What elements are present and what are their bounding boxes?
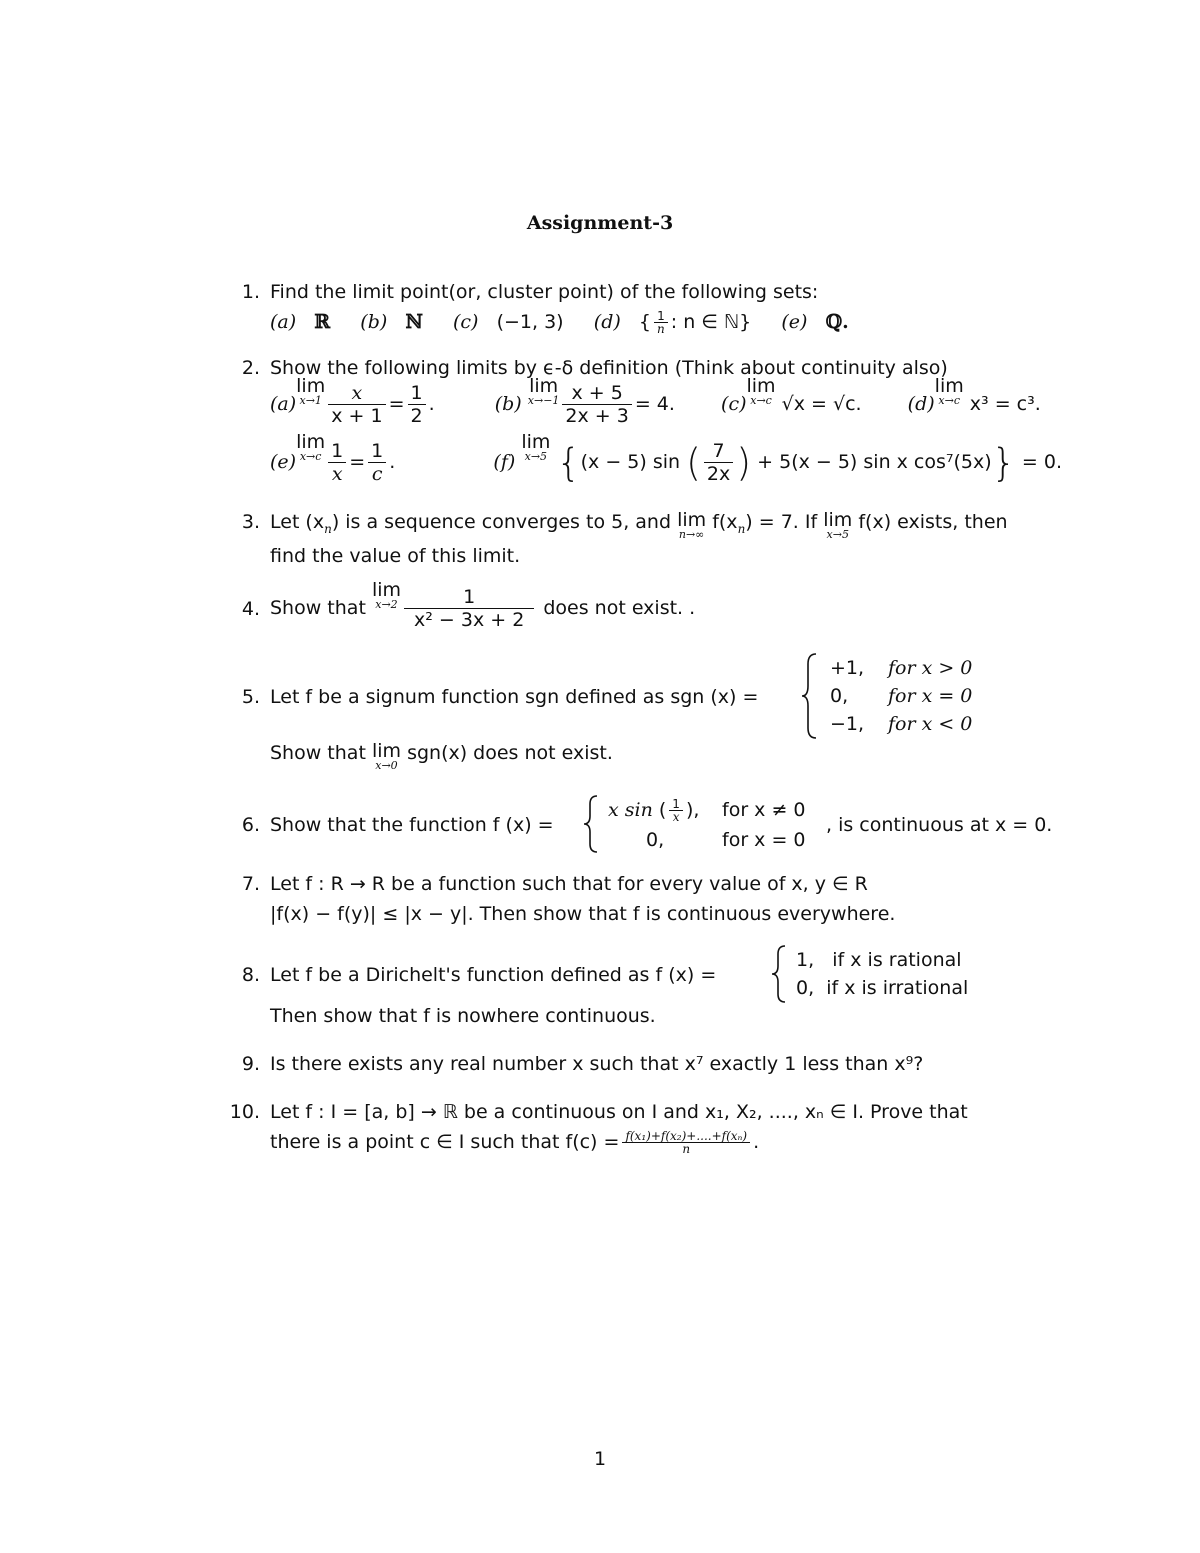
q10-end: . [753, 1131, 760, 1153]
q1-e-label: (e) [781, 311, 808, 333]
frac-den: x + 1 [328, 404, 385, 427]
q1-b-label: (b) [360, 311, 388, 333]
lim-word: lim [823, 509, 853, 531]
q5-case2-cond: for x = 0 [888, 685, 973, 707]
q2-f-pre: (x − 5) sin [580, 451, 681, 473]
q2-b-label: (b) [494, 393, 522, 415]
lim-word: lim [934, 375, 964, 397]
frac-num: x [351, 382, 363, 404]
q3-lim2 [823, 510, 852, 540]
q3-t3: f(x [712, 511, 738, 533]
q4-t1: Show that [270, 597, 366, 619]
page-number: 1 [593, 1448, 607, 1470]
q6-case2-cond: for x = 0 [722, 829, 806, 851]
q2-f-fraction [704, 440, 733, 485]
q9-number: 9. [241, 1053, 260, 1075]
q2-d-expr: x³ = c³. [969, 393, 1041, 415]
q6-number: 6. [241, 814, 260, 836]
q6-case1 [608, 796, 699, 824]
q1-b-value: ℕ [405, 311, 423, 333]
q1-e-value: ℚ. [825, 311, 849, 333]
q6-case1-fraction [669, 798, 683, 823]
q1-d-open: { [638, 311, 652, 333]
q1-c-value: (−1, 3) [496, 311, 564, 333]
frac-num: 1 [331, 440, 344, 462]
q1-options [270, 310, 849, 335]
lim-sub: n→∞ [678, 528, 705, 541]
q2-e-eq: = [349, 451, 366, 473]
q2-e-rfraction [368, 440, 386, 485]
q10-line2-text: there is a point c ∈ I such that f(c) = [270, 1131, 620, 1153]
frac-den: x [328, 462, 346, 485]
q1-number: 1. [241, 281, 260, 303]
q10-line2 [270, 1124, 759, 1160]
q1-d-num: 1 [657, 309, 665, 323]
q3-t4: ) = 7. If [745, 511, 818, 533]
q2-row1 [270, 376, 1041, 432]
q7-number: 7. [241, 873, 260, 895]
q2-number: 2. [241, 357, 260, 379]
q2-a-lim [296, 376, 325, 406]
q10-fraction [622, 1130, 750, 1155]
q9-text: Is there exists any real number x such that x⁷ exactly 1 less than x⁹? [270, 1053, 924, 1075]
frac-num: x + 5 [571, 382, 623, 404]
lim-word: lim [677, 509, 707, 531]
lim-sub: x→c [750, 394, 772, 407]
q2-c-lim [747, 376, 776, 406]
q2-f-post: + 5(x − 5) sin x cos⁷(5x) [757, 451, 992, 473]
q8-t1: Let f be a Dirichelt's function defined as f (x) = [270, 964, 717, 986]
q2-a-rfraction [408, 382, 426, 427]
q2-d-lim [935, 376, 964, 406]
q5-line2-b: sgn(x) does not exist. [407, 742, 613, 764]
q2-f-end: = 0. [1021, 451, 1062, 473]
q5-lim [372, 741, 401, 771]
page-title: Assignment-3 [526, 212, 674, 234]
q10-line1: Let f : I = [a, b] → ℝ be a continuous on I and x₁, X₂, ...., xₙ ∈ I. Prove that [270, 1101, 968, 1123]
q6-t2: , is continuous at x = 0. [826, 814, 1053, 836]
paren-open-glyph: ( [658, 799, 667, 821]
q4-lim [372, 580, 401, 610]
lim-sub: x→0 [375, 759, 398, 772]
q2-c-label: (c) [721, 393, 747, 415]
lim-word: lim [296, 375, 326, 397]
frac-num: 1 [371, 440, 384, 462]
q5-case1-value: +1, [830, 657, 865, 679]
q3-t2: ) is a sequence converges to 5, and [331, 511, 672, 533]
q3-line1 [270, 510, 1008, 541]
q2-e-lim [296, 432, 325, 462]
paren-close-glyph: ), [685, 799, 700, 821]
q1-c-label: (c) [452, 311, 479, 333]
q6-case1-cond: for x ≠ 0 [722, 799, 806, 821]
frac-num: 1 [410, 382, 423, 404]
q6-case2-value: 0, [646, 829, 665, 851]
q2-row2 [270, 432, 1062, 492]
q2-b-eq: = 4. [634, 393, 675, 415]
lim-word: lim [371, 740, 402, 762]
q5-left-brace [800, 652, 820, 740]
lim-word: lim [371, 579, 402, 601]
q5-case2-value: 0, [830, 685, 849, 707]
frac-num: f(x₁)+f(x₂)+....+f(xₙ) [625, 1129, 748, 1143]
frac-den: c [368, 462, 386, 485]
q2-f-label: (f) [493, 451, 516, 473]
q1-text: Find the limit point(or, cluster point) of the following sets: [270, 281, 819, 303]
frac-den: 2x + 3 [562, 404, 631, 427]
q6-left-brace [582, 794, 600, 854]
q1-a-label: (a) [270, 311, 297, 333]
lim-sub: x→2 [375, 598, 398, 611]
q2-c-expr: √x = √c. [781, 393, 862, 415]
lim-sub: x→5 [524, 450, 548, 463]
right-paren-glyph: ) [736, 440, 752, 485]
q5-line2-a: Show that [270, 742, 366, 764]
q1-d-rest: : n ∈ ℕ} [670, 311, 752, 333]
lim-word: lim [521, 431, 551, 453]
q2-e-fraction [328, 440, 346, 485]
q8-case2: 0, if x is irrational [796, 977, 969, 999]
q4-fraction [404, 586, 534, 631]
q6-case1-value: x sin [608, 799, 653, 821]
frac-den: x² − 3x + 2 [404, 608, 534, 631]
left-brace-glyph: { [556, 440, 581, 485]
q7-line1: Let f : R → R be a function such that for every value of x, y ∈ R [270, 873, 868, 895]
lim-sub: x→−1 [527, 394, 560, 407]
lim-sub: x→1 [299, 394, 322, 407]
frac-num: 7 [712, 440, 725, 462]
frac-den: x [669, 810, 683, 823]
frac-den: 2x [704, 462, 733, 485]
left-paren-glyph: ( [686, 440, 701, 485]
q1-d-label: (d) [593, 311, 621, 333]
frac-den: n [622, 1142, 750, 1155]
q3-number: 3. [241, 511, 260, 533]
q4-number: 4. [241, 598, 260, 620]
q10-number: 10. [229, 1101, 260, 1123]
q2-a-fraction [328, 382, 385, 427]
q5-number: 5. [241, 686, 260, 708]
q2-e-end: . [389, 451, 396, 473]
q2-f-lim [521, 432, 550, 462]
q5-case3-cond: for x < 0 [888, 713, 973, 735]
q5-case3-value: −1, [830, 713, 865, 735]
lim-sub: x→c [938, 394, 960, 407]
q8-case1: 1, if x is rational [796, 949, 962, 971]
q2-b-lim [528, 376, 560, 406]
q8-line2: Then show that f is nowhere continuous. [270, 1005, 656, 1027]
q8-number: 8. [241, 964, 260, 986]
q1-d-den: n [654, 322, 668, 335]
q2-d-label: (d) [907, 393, 935, 415]
lim-sub: x→c [299, 450, 322, 463]
q3-t1: Let (x [270, 511, 325, 533]
q5-case1-cond: for x > 0 [888, 657, 973, 679]
q2-a-eq: = [388, 393, 405, 415]
q8-left-brace [770, 944, 788, 1004]
q4-line [270, 580, 695, 636]
q5-t1: Let f be a signum function sgn defined as sgn (x) = [270, 686, 759, 708]
lim-word: lim [746, 375, 776, 397]
frac-den: 2 [408, 404, 426, 427]
q2-e-label: (e) [270, 451, 297, 473]
frac-num: 1 [463, 586, 476, 608]
q2-b-fraction [562, 382, 631, 427]
q3-t3-sub: n [737, 521, 746, 536]
q1-a-value: ℝ [314, 311, 331, 333]
right-brace-glyph: } [991, 440, 1016, 485]
q5-line2 [270, 741, 613, 771]
q7-line2: |f(x) − f(y)| ≤ |x − y|. Then show that f is continuous everywhere. [270, 903, 896, 925]
q2-text: Show the following limits by ϵ-δ definition (Think about continuity also) [270, 357, 948, 379]
q1-d-fraction [654, 310, 668, 335]
q2-a-label: (a) [270, 393, 297, 415]
frac-num: 1 [672, 797, 680, 811]
q3-lim1 [677, 510, 706, 540]
lim-word: lim [296, 431, 326, 453]
q6-t1: Show that the function f (x) = [270, 814, 554, 836]
q3-line2: find the value of this limit. [270, 545, 521, 567]
q3-t5: f(x) exists, then [858, 511, 1008, 533]
lim-sub: x→5 [826, 528, 849, 541]
q2-a-end: . [428, 393, 435, 415]
q3-t1-sub: n [324, 521, 332, 536]
q4-t2: does not exist. . [543, 597, 696, 619]
lim-word: lim [529, 375, 559, 397]
